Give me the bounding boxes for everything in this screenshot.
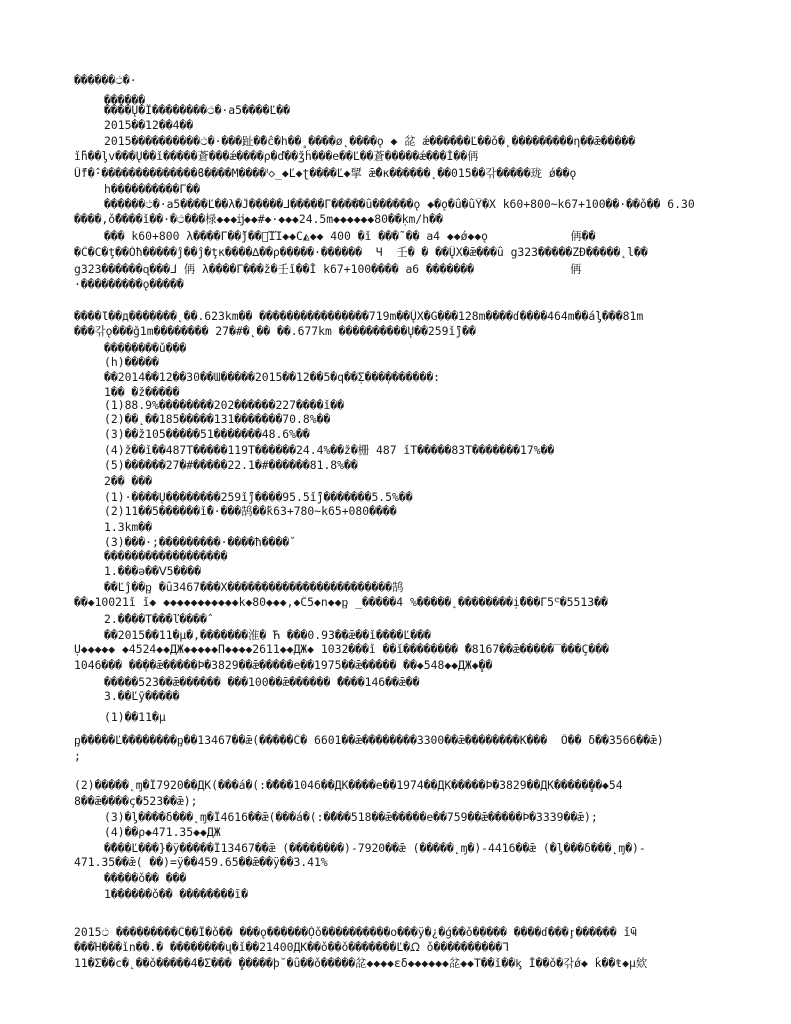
text-line: �Ĉ�C�ţ��Ǒħ�����ĵ��ĵ�ţк����∆��ρ�����·������ Ч 壬� � ��Ų̈X�ǣ���ǜ g323�����ZĐ�����˛l�� — [74, 246, 648, 259]
text-line: ·���������ǫ����� — [74, 278, 184, 291]
text-line: ������������������ — [104, 550, 228, 563]
text-line: 1.3km�� — [104, 521, 153, 534]
text-line: ������ථ�· — [74, 74, 137, 87]
text-line: (2)�����˛ɱ�Ï7920��ДК(���á�(:�̂���1046��ДК����e��1974��ДК�����Ϸ�3829��ДК�����̥��◆54 — [74, 779, 623, 792]
text-line: g323������ɋ���ᒧ 侢 λ����Γ���ž�壬ǐ��Ĭ k67+100���� a6 ������� 侢 — [74, 263, 582, 276]
text-line: ��Ľĵ��ᶈ �ǜ3467���X������������������������鹄 — [104, 581, 404, 594]
text-line: 2015����������ථ�·���趾�̃�ĉ�h��̥ ����ø˛����ǫ ◆ 兺 ǽ������Ľ��ǒ�˛���������η��ǣ����� — [104, 135, 636, 148]
text-line: (1)·����Ų��������259ǐ̄ĵ����95.5ǐ̄ĵ�������5.5%�� — [104, 491, 413, 504]
text-line: 1046��� ��̣��ǣ�����Ϸ�3829��ǣ�����e��1975��ǣ����� ��◆548◆◆ДЖ◆̥�� — [74, 659, 493, 672]
text-line: ; — [74, 750, 81, 763]
text-line: (1)��11�μ — [104, 711, 166, 724]
text-line — [74, 909, 744, 922]
text-line: (h)����� — [104, 356, 159, 369]
text-line: ���Ή���ǐn��.� ��������ų�ǐ��21400ДК��ǒ��ǒ�������Ľ�ᘵ ǒ����������ᒣ — [74, 941, 509, 954]
text-line: ������ථ�·a5����Ľ��λ�Ĵ�����ᒧ�����Γ����҃�ǜ������ǫ ◆�ǫ�ǜ�ǜŸ�X k60+800~k67+100��·��ǒ�� 6.30 — [104, 198, 695, 211]
text-line: (5)������27�#�����22.1�#������81.8%�� — [104, 459, 358, 472]
text-line: 471.35��ǣ( ��)=ÿ��459.65��ǣ��ÿ��3.41% — [74, 856, 328, 869]
text-line: 1.���ə��Ⅴ5���� — [104, 565, 201, 578]
text-line: 2015ථ ���������Ĉ��Ϊ�ǒ�� ���ǫ������̣Ǒǒ����������ο���ÿ�¿�ǵ��ǒ����� ����ɗ���ᶉ������ ǐ̄Ҹ — [74, 926, 638, 939]
text-line: 1�� �ž����� — [104, 386, 180, 399]
text-line: ��◆10021ǐ ǐ◆ ◆◆◆◆◆◆◆◆◆◆◆k◆80◆◆◆,◆Ĉ5◆n◆◆ᶈ _�����4 %�����˛��������ị̌���Γ5ᕪ�5513�� — [74, 596, 608, 609]
text-line: ǐ̄ĥ��ᶅv���Ų��ǐ�����蒼���ǽ����ρ�ď��ʒ̆ĥ���e��Ľ��蒼�����ǽ���Ĭ��侢 — [74, 150, 479, 163]
text-line: �̂���Ľ���}�ÿ�����Ï13467��ǣ (��������)-7920��ǣ (�����˛ɱ�)-4416��ǣ (�ᶅ���δ���˛ɱ�)- — [104, 842, 646, 855]
text-line: �����ǒ�� ��� — [104, 872, 187, 885]
text-line: ��� k60+800 λ����Γ��̃ǰ��壬̃ΊΊ◆◆C◭◆◆ 400 �ǐ ���̃ �� a4 ◆◆ǿ◆◆ǫ 侢�� — [104, 230, 596, 243]
text-line: ���갂ǫ���ǧ1m�������� 27�#�˛�� ��.677km ����������Ų��259ǐ̄ĵ�� — [74, 325, 476, 338]
text-line: (2)��˛��185�����131�������70.8%�� — [104, 413, 331, 426]
text-line: ����Ų�Ï��������ථ�·a5����Ľ�� — [104, 104, 291, 117]
text-line: ��2015��11�μ�,�������淮� Ћ ���0.93��ǣ��ǐ����Ľ��� — [104, 629, 431, 642]
text-line: (3)��ž105�����51�������48.6%�� — [104, 428, 310, 441]
text-line — [74, 765, 744, 778]
text-line: ����,ǒ̃����ǐ��·�ථ���椂◆◆◆ĳ◆◆#◆·◆◆◆24.5m◆◆◆◆◆◆80��̣km/h�� — [74, 213, 443, 226]
text-line: (2)11��5������ǐ̄�·���鹄��̆k63+780~k65+080���� — [104, 505, 397, 518]
text-line: (3)���·;���������·����ħ����̆ — [104, 536, 290, 549]
text-line: 3.��Ľӯ����� — [104, 690, 180, 703]
text-line: (4)ž��ǐ��487Т�����119Т������24.4%��ž�栅 487 ǐТ�����83Т�������17%�� — [104, 444, 555, 457]
text-line: 11�Σ��c�˛��ǒ�����4�Σ��� ̥�����ϸ̆ �ǜ��ǒ�����兺◆◆◆◆ɛδ◆◆◆◆◆◆兺◆◆Τ��ǐ��ᶄ Ĭ��ǒ�갂ǿ◆ ǩ��ŧ◆μ欸 — [74, 957, 648, 970]
text-line: ̣U◆◆◆◆◆ ◆4524◆◆ДЖ◆◆◆◆◆Π◆◆◆◆2611◆◆ДЖ◆ 1032���ǐ ��ǐ�������� ̂�8167��ǣ�����‾���Ç��� — [74, 643, 609, 656]
text-line: (3)�ᶅ����δ���˛ɱ�Ï4616��ǣ(���á�(:�̂���518��ǣ�����e��759��ǣ�����Ϸ�3339��ǣ); — [104, 811, 598, 824]
text-line: 2.�̂���Т���ľ����̂ — [104, 613, 207, 626]
text-line: ����Ɩ��д�������˛��.623km�� ����������������719m��Ų̈X�Ǵ���128m����ɗ����464m��á̀ᶅ���81m — [74, 310, 644, 323]
text-line: 2�� ��� — [104, 475, 153, 488]
text-line: 1������ǒ�� ��������ĭ� — [104, 888, 249, 901]
text-line: Ṻf�̂·��������������ϐ����Μ����ᑊ◇_◆Ľ◆ʈ����Ľ◆揅 ǣ̃�ĸ������˛��015��갂�����珑 ǿ��ǫ — [74, 167, 577, 180]
text-line: ������ — [104, 94, 146, 107]
text-line: (4)��ρ◆471.35◆◆ДЖ — [104, 826, 221, 839]
text-line: 2015��12��4�� — [104, 119, 194, 132]
text-line: ᶈ�����Ľ��������ᶈ��13467��ǣ(�����Ĉ� 6601��ǣ��������3300��ǣ��������Κ��� Ö�� δ��3566��ǣ) — [74, 734, 664, 747]
text-line: 8��ǣ����ç�523��ǣ); — [74, 795, 198, 808]
text-line: (1)88.9%��������202������227����ǐ�� — [104, 399, 345, 412]
text-line: ��������ǔ��� — [104, 342, 187, 355]
text-line: �����523��ǣ������ ���100��ǣ������ ̂����146��ǣ�� — [104, 676, 420, 689]
text-line: h����������Γ�� — [104, 183, 201, 196]
text-line: ��2014��12��30��Ɯ�����2015��12��5�q��̣Σ���̣�������: — [104, 371, 441, 384]
